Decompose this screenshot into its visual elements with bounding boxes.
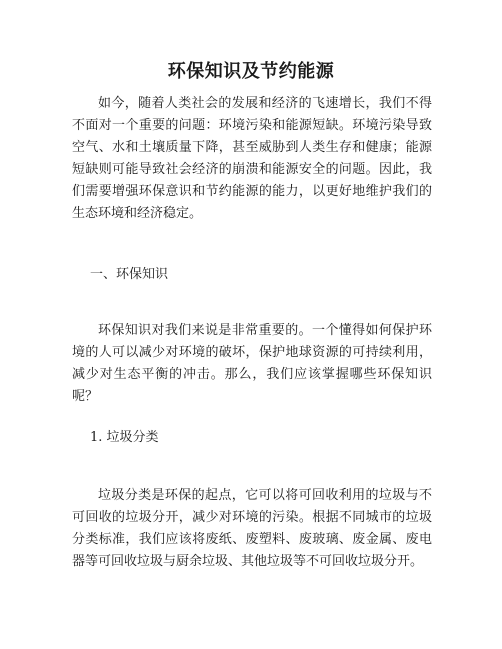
section-heading-environmental-knowledge: 一、环保知识 [90, 267, 169, 282]
subsection-heading-waste-sorting: 1. 垃圾分类 [90, 430, 159, 445]
subsection-paragraph-waste-sorting: 垃圾分类是环保的起点，它可以将可回收利用的垃圾与不可回收的垃圾分开，减少对环境的污染。根据不同城市的垃圾分类标准，我们应该将废纸、废塑料、废玻璃、废金属、废电器等可回收垃圾与厨余垃圾、其他垃圾等不可回收垃圾分开。 [72, 488, 432, 569]
document-title: 环保知识及节约能源 [167, 61, 335, 82]
intro-paragraph: 如今，随着人类社会的发展和经济的飞速增长，我们不得不面对一个重要的问题：环境污染和能源短缺。环境污染导致空气、水和土壤质量下降，甚至威胁到人类生存和健康；能源短缺则可能导致社会经济的崩溃和能源安全的问题。因此，我们需要增强环保意识和节约能源的能力，以更好地维护我们的生态环境和经济稳定。 [72, 96, 432, 221]
section-paragraph-environmental-knowledge: 环保知识对我们来说是非常重要的。一个懂得如何保护环境的人可以减少对环境的破坏，保护地球资源的可持续利用，减少对生态平衡的冲击。那么，我们应该掌握哪些环保知识呢？ [72, 323, 432, 404]
